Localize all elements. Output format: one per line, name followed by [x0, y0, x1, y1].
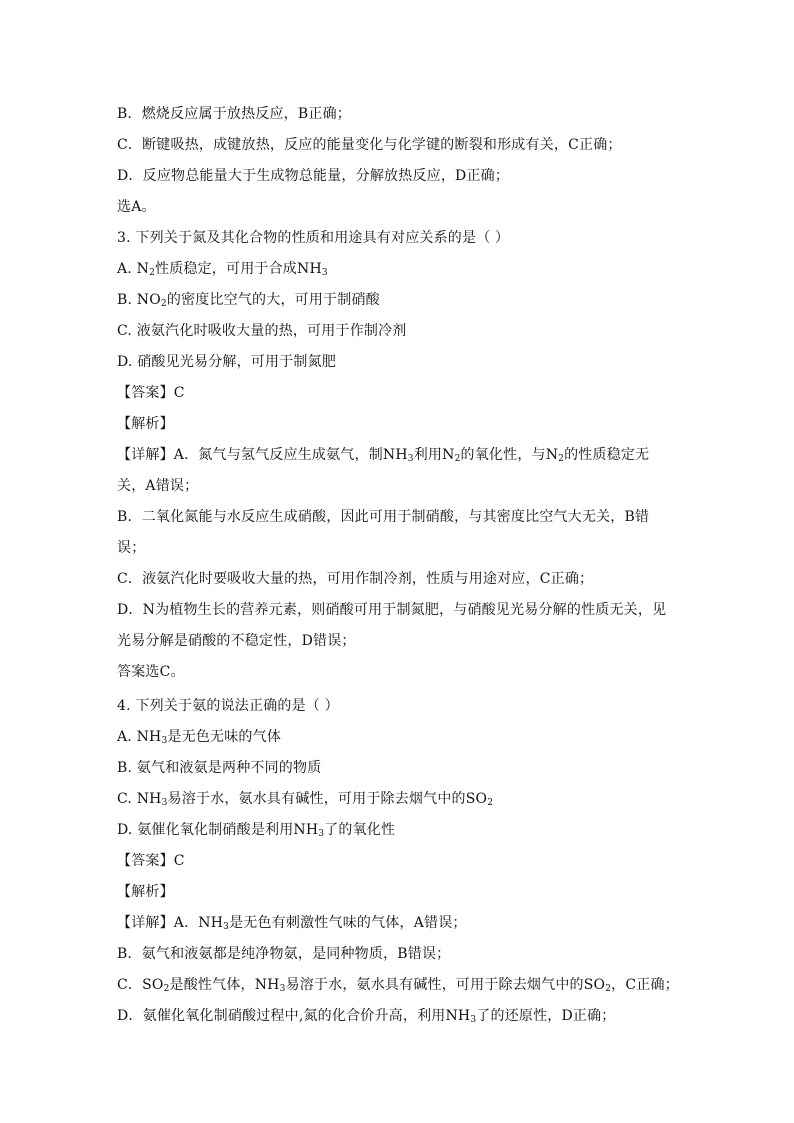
- q2-explanation-c: C．断键吸热，成键放热，反应的能量变化与化学键的断裂和形成有关，C正确；: [117, 137, 622, 153]
- q3-detail-b-line1: B．二氧化氮能与水反应生成硝酸，因此可用于制硝酸，与其密度比空气大无关，B错: [117, 509, 650, 525]
- q3-conclusion: 答案选C。: [117, 664, 185, 680]
- q3-detail-c: C．液氨汽化时要吸收大量的热，可用作制冷剂，性质与用途对应，C正确；: [117, 571, 594, 587]
- q4-analysis-label: 【解析】: [117, 884, 174, 900]
- q2-explanation-b: B．燃烧反应属于放热反应，B正确；: [117, 106, 351, 122]
- q3-option-d: D. 硝酸见光易分解，可用于制氮肥: [117, 354, 337, 370]
- q4-option-c: C. $NH_3$易溶于水，氨水具有碱性，可用于除去烟气中的$SO_2$: [117, 791, 494, 808]
- q3-stem: 3. 下列关于氮及其化合物的性质和用途具有对应关系的是（ ）: [117, 230, 510, 246]
- q2-conclusion: 选A。: [117, 199, 156, 215]
- q4-option-a: A. $NH_3$是无色无味的气体: [117, 729, 282, 746]
- q3-detail-a-line1: 【详解】A．氮气与氢气反应生成氨气，制$NH_3$利用$N_2$的氧化性，与$N_2$的性质稳定无: [117, 447, 650, 464]
- q3-analysis-label: 【解析】: [117, 416, 174, 432]
- q3-detail-b-line2: 误；: [117, 540, 146, 556]
- q3-answer: 【答案】C: [117, 385, 185, 401]
- q3-option-a: A. $N_2$性质稳定，可用于合成$NH_3$: [117, 261, 328, 278]
- q4-detail-b: B．氨气和液氨都是纯净物氨，是同种物质，B错误；: [117, 946, 451, 962]
- q4-option-d: D. 氨催化氧化制硝酸是利用$NH_3$了的氧化性: [117, 822, 396, 839]
- q4-stem: 4. 下列关于氨的说法正确的是（ ）: [117, 698, 339, 714]
- q4-option-b: B. 氨气和液氨是两种不同的物质: [117, 760, 322, 776]
- q2-explanation-d: D．反应物总能量大于生成物总能量，分解放热反应，D正确；: [117, 168, 510, 184]
- q3-option-b: B. $NO_2$的密度比空气的大，可用于制硝酸: [117, 292, 380, 309]
- q4-detail-c: C．$SO_2$是酸性气体，$NH_3$易溶于水，氨水具有碱性，可用于除去烟气中的$SO_2$，C正确；: [117, 977, 679, 994]
- q4-detail-a: 【详解】A．$NH_3$是无色有刺激性气味的气体，A错误；: [117, 915, 467, 932]
- q4-detail-d: D．氨催化氧化制硝酸过程中,氮的化合价升高，利用$NH_3$了的还原性，D正确；: [117, 1008, 616, 1025]
- q3-detail-a-line2: 关，A错误；: [117, 478, 199, 494]
- q4-answer: 【答案】C: [117, 853, 185, 869]
- q3-detail-d-line2: 光易分解是硝酸的不稳定性，D错误；: [117, 633, 356, 649]
- q3-detail-d-line1: D．N为植物生长的营养元素，则硝酸可用于制氮肥，与硝酸见光易分解的性质无关，见: [117, 602, 667, 618]
- q3-option-c: C. 液氨汽化时吸收大量的热，可用于作制冷剂: [117, 323, 407, 339]
